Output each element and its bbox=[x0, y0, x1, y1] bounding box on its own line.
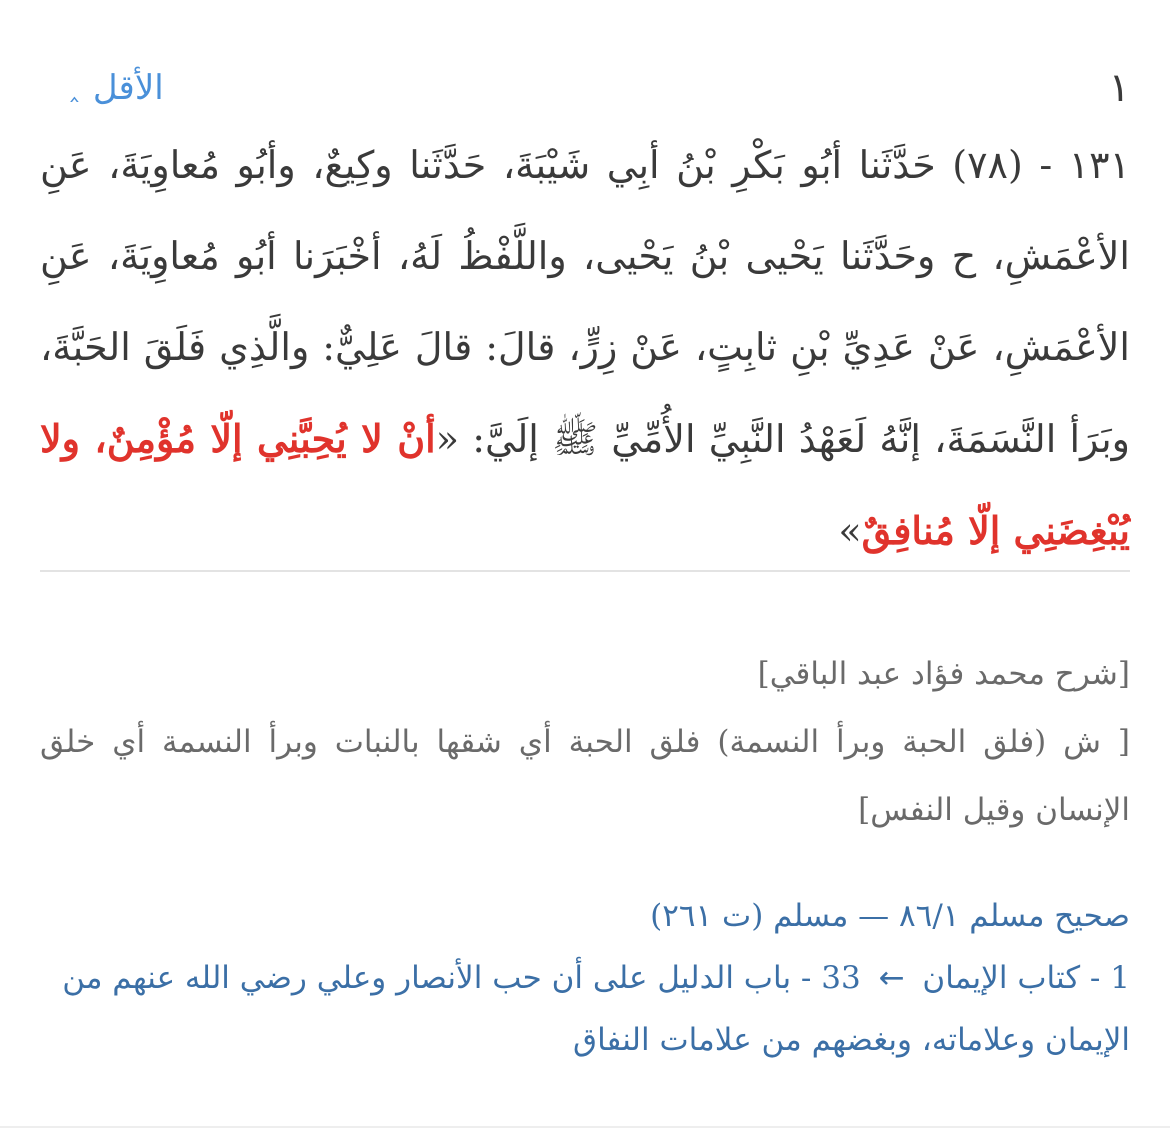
hadith-closing-quote: » bbox=[838, 509, 862, 553]
hadith-matn: أنْ لا يُحِبَّنِي إلّا مُؤْمِنٌ، ولا يُبْغِضَنِي إلّا مُنافِقٌ bbox=[40, 416, 1130, 553]
hadith-index-number: ١ bbox=[1108, 65, 1130, 111]
section-divider bbox=[40, 570, 1130, 572]
hadith-isnad: ١٣١ - (٧٨) حَدَّثَنا أبُو بَكْرِ بْنُ أبِي شَيْبَةَ، حَدَّثَنا وكِيعٌ، وأبُو مُعاوِيَةَ، عَنِ الأعْمَشِ، ح وحَدَّثَنا يَحْيى بْنُ يَحْيى، واللَّفْظُ لَهُ، أخْبَرَنا أبُو مُعاوِيَةَ، عَنِ الأعْمَشِ، عَنْ عَدِيِّ بْنِ ثابِتٍ، عَنْ زِرٍّ، قالَ: قالَ عَلِيٌّ: والَّذِي فَلَقَ الحَبَّةَ، وبَرَأ النَّسَمَةَ، إنَّهُ لَعَهْدُ النَّبِيِّ الأُمِّيِّ ﷺ إلَيَّ: « bbox=[40, 143, 1130, 461]
hadith-text bbox=[40, 120, 1130, 577]
hadith-header bbox=[40, 58, 1130, 118]
chapter-link[interactable] bbox=[40, 947, 1130, 1071]
chapter-title: 33 - باب الدليل على أن حب الأنصار وعلي رضي الله عنهم من الإيمان وعلاماته، وبغضهم من علامات النفاق bbox=[62, 960, 1130, 1058]
arrow-left-icon: ← bbox=[878, 960, 905, 996]
collapse-label: الأقل bbox=[92, 68, 164, 108]
sharh-note: [ ش (فلق الحبة وبرأ النسمة) فلق الحبة أي شقها بالنبات وبرأ النسمة أي خلق الإنسان وقيل النفس] bbox=[40, 724, 1130, 828]
sharh-title: [شرح محمد فؤاد عبد الباقي] bbox=[757, 656, 1130, 692]
sharh-section bbox=[40, 640, 1130, 844]
book-title: 1 - كتاب الإيمان bbox=[922, 960, 1130, 996]
bottom-divider bbox=[0, 1126, 1170, 1128]
source-section bbox=[40, 885, 1130, 1071]
collapse-toggle-button[interactable] bbox=[70, 58, 164, 118]
chevron-up-icon: ‸ bbox=[70, 73, 79, 103]
book-reference-link[interactable]: صحيح مسلم ٨٦/١ — مسلم (ت ٢٦١) bbox=[650, 898, 1130, 934]
